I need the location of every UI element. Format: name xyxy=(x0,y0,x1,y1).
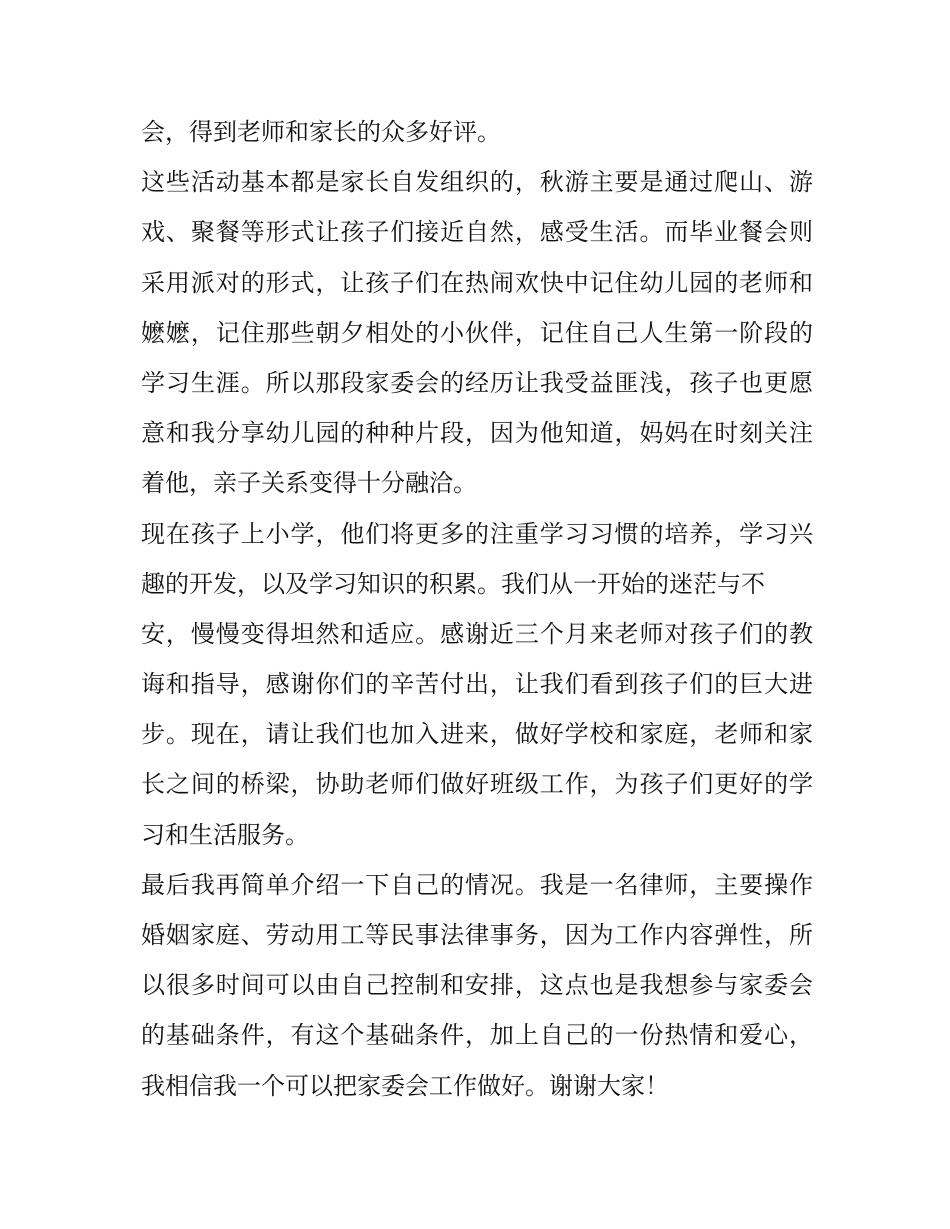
text-line: 戏、聚餐等形式让孩子们接近自然，感受生活。而毕业餐会则 xyxy=(141,218,813,247)
text-line: 诲和指导，感谢你们的辛苦付出，让我们看到孩子们的巨大进 xyxy=(141,670,813,699)
text-line: 这些活动基本都是家长自发组织的，秋游主要是通过爬山、游 xyxy=(141,168,813,197)
text-line: 意和我分享幼儿园的种种片段，因为他知道，妈妈在时刻关注 xyxy=(141,419,813,448)
text-line: 着他，亲子关系变得十分融洽。 xyxy=(141,469,477,498)
text-line: 采用派对的形式，让孩子们在热闹欢快中记住幼儿园的老师和 xyxy=(141,268,813,297)
text-line: 习和生活服务。 xyxy=(141,820,309,849)
text-line: 嬷嬷，记住那些朝夕相处的小伙伴，记住自己人生第一阶段的 xyxy=(141,318,813,347)
text-line: 以很多时间可以由自己控制和安排，这点也是我想参与家委会 xyxy=(141,971,813,1000)
text-line: 学习生涯。所以那段家委会的经历让我受益匪浅，孩子也更愿 xyxy=(141,368,813,397)
text-line: 婚姻家庭、劳动用工等民事法律事务，因为工作内容弹性，所 xyxy=(141,921,813,949)
text-line: 现在孩子上小学，他们将更多的注重学习习惯的培养，学习兴 xyxy=(141,519,813,548)
text-line: 的基础条件，有这个基础条件，加上自己的一份热情和爱心， xyxy=(141,1021,813,1050)
body-text xyxy=(141,107,813,1111)
text-line: 长之间的桥梁，协助老师们做好班级工作，为孩子们更好的学 xyxy=(141,770,813,799)
text-line: 最后我再简单介绍一下自己的情况。我是一名律师，主要操作 xyxy=(141,870,813,899)
text-line: 会，得到老师和家长的众多好评。 xyxy=(141,118,501,146)
text-line: 步。现在，请让我们也加入进来，做好学校和家庭，老师和家 xyxy=(141,720,813,749)
text-line: 趣的开发，以及学习知识的积累。我们从一开始的迷茫与不 xyxy=(141,569,765,598)
text-line: 安，慢慢变得坦然和适应。感谢近三个月来老师对孩子们的教 xyxy=(141,619,813,648)
text-line: 我相信我一个可以把家委会工作做好。谢谢大家！ xyxy=(141,1071,669,1100)
